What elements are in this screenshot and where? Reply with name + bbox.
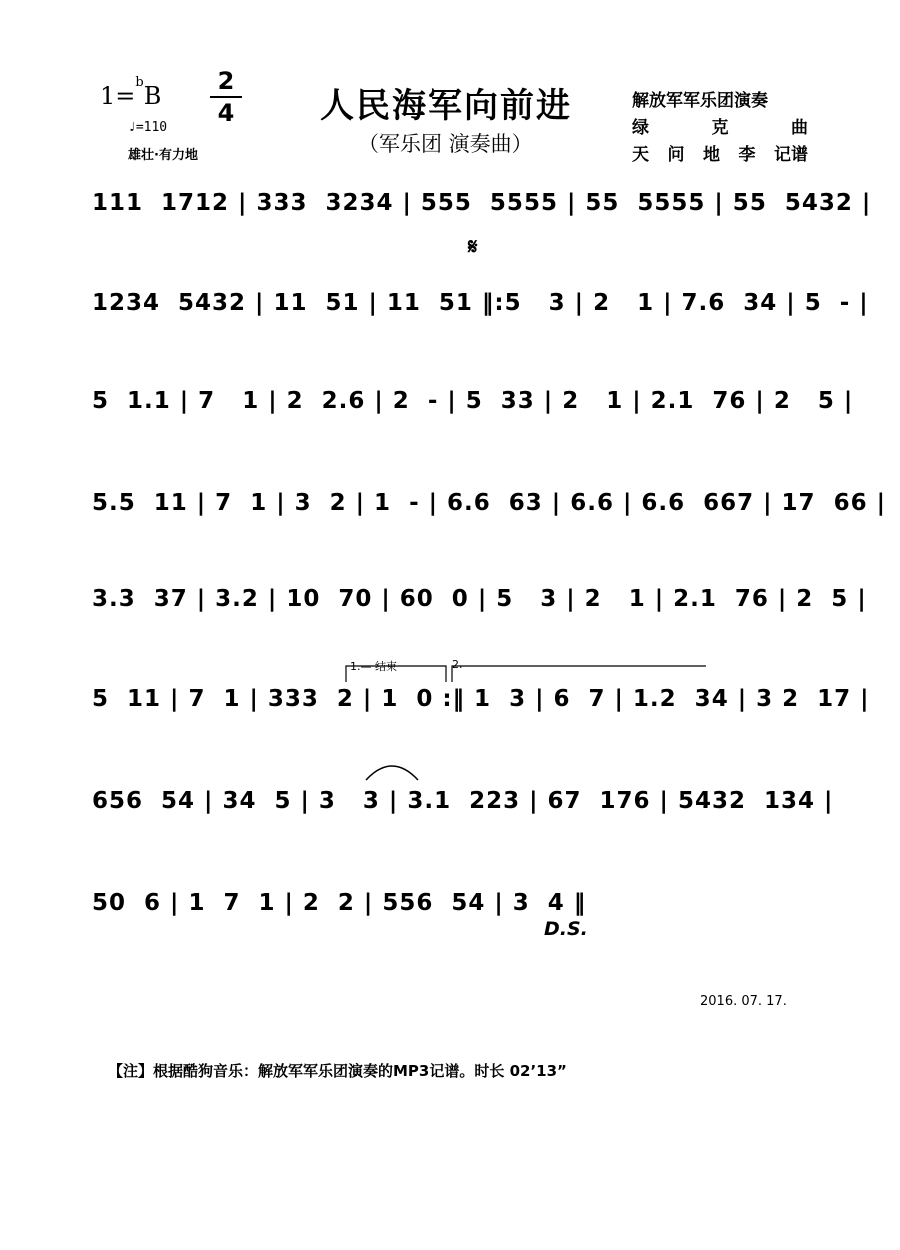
credit-transcriber (632, 142, 808, 169)
segno-mark: 𝄋 (468, 234, 478, 260)
footnote: 【注】根据酷狗音乐：解放军军乐团演奏的MP3记谱。时长 02’13” (108, 1062, 567, 1080)
ds-mark: D.S. (544, 918, 588, 940)
score-line-7 (92, 770, 834, 830)
time-bottom: 4 (217, 99, 235, 127)
time-signature (208, 66, 244, 128)
volta-2-label: 2. (452, 658, 463, 671)
volta-1-label: 1.— 结束 (350, 660, 397, 673)
score-line-2 (92, 272, 869, 332)
tempo-marking: ♩=110 (128, 120, 168, 135)
credit-composer (632, 115, 808, 142)
score-line-1 (92, 172, 872, 232)
credit-transcriber-part: 记谱 (774, 145, 808, 165)
score-line-6 (92, 668, 870, 728)
credits (632, 88, 808, 169)
flat-sign: b (135, 75, 144, 90)
credit-transcriber-part: 问 (667, 145, 685, 165)
score-text: 111 1712 | 333 3234 | 555 5555 | 55 5555 | 55 5432 | (92, 190, 872, 216)
key-prefix: 1= (100, 82, 136, 110)
score-text: 656 54 | 34 5 | 3 3 | 3.1 223 | 67 176 | 5432 134 | (92, 788, 834, 814)
time-top: 2 (217, 67, 235, 95)
date-stamp: 2016. 07. 17. (700, 994, 787, 1009)
score-line-3 (92, 370, 854, 430)
key-signature (100, 75, 162, 110)
key-letter: B (143, 82, 162, 110)
credit-performer: 解放军军乐团演奏 (632, 91, 768, 111)
score-text: 1234 5432 | 11 51 | 11 51 ‖:5 3 | 2 1 | 7.6 34 | 5 - | (92, 290, 869, 316)
score-line-8 (92, 872, 812, 932)
score-text: 5 11 | 7 1 | 333 2 | 1 0 :‖ 1 3 | 6 7 | 1.2 34 | 3 2 17 | (92, 686, 870, 712)
credit-transcriber-part: 天 (632, 145, 649, 165)
credit-composer-part: 绿 (632, 118, 649, 138)
score-text: 5.5 11 | 7 1 | 3 2 | 1 - | 6.6 63 | 6.6 | 6.6 667 | 17 66 | (92, 490, 886, 516)
credit-composer-part: 曲 (791, 118, 808, 138)
style-marking: 雄壮·有力地 (128, 148, 198, 163)
credit-composer-part: 克 (711, 118, 729, 138)
credit-transcriber-part: 李 (738, 145, 756, 165)
score-text: 50 6 | 1 7 1 | 2 2 | 556 54 | 3 4 ‖ (92, 890, 587, 916)
score-text: 5 1.1 | 7 1 | 2 2.6 | 2 - | 5 33 | 2 1 | 2.1 76 | 2 5 | (92, 388, 854, 414)
score-line-4 (92, 472, 886, 532)
score-line-5 (92, 568, 867, 628)
page-title: 人民海军向前进 (320, 86, 572, 126)
score-text: 3.3 37 | 3.2 | 10 70 | 60 0 | 5 3 | 2 1 | 2.1 76 | 2 5 | (92, 586, 867, 612)
page-subtitle: （军乐团 演奏曲） (358, 132, 533, 156)
credit-transcriber-part: 地 (703, 145, 720, 165)
